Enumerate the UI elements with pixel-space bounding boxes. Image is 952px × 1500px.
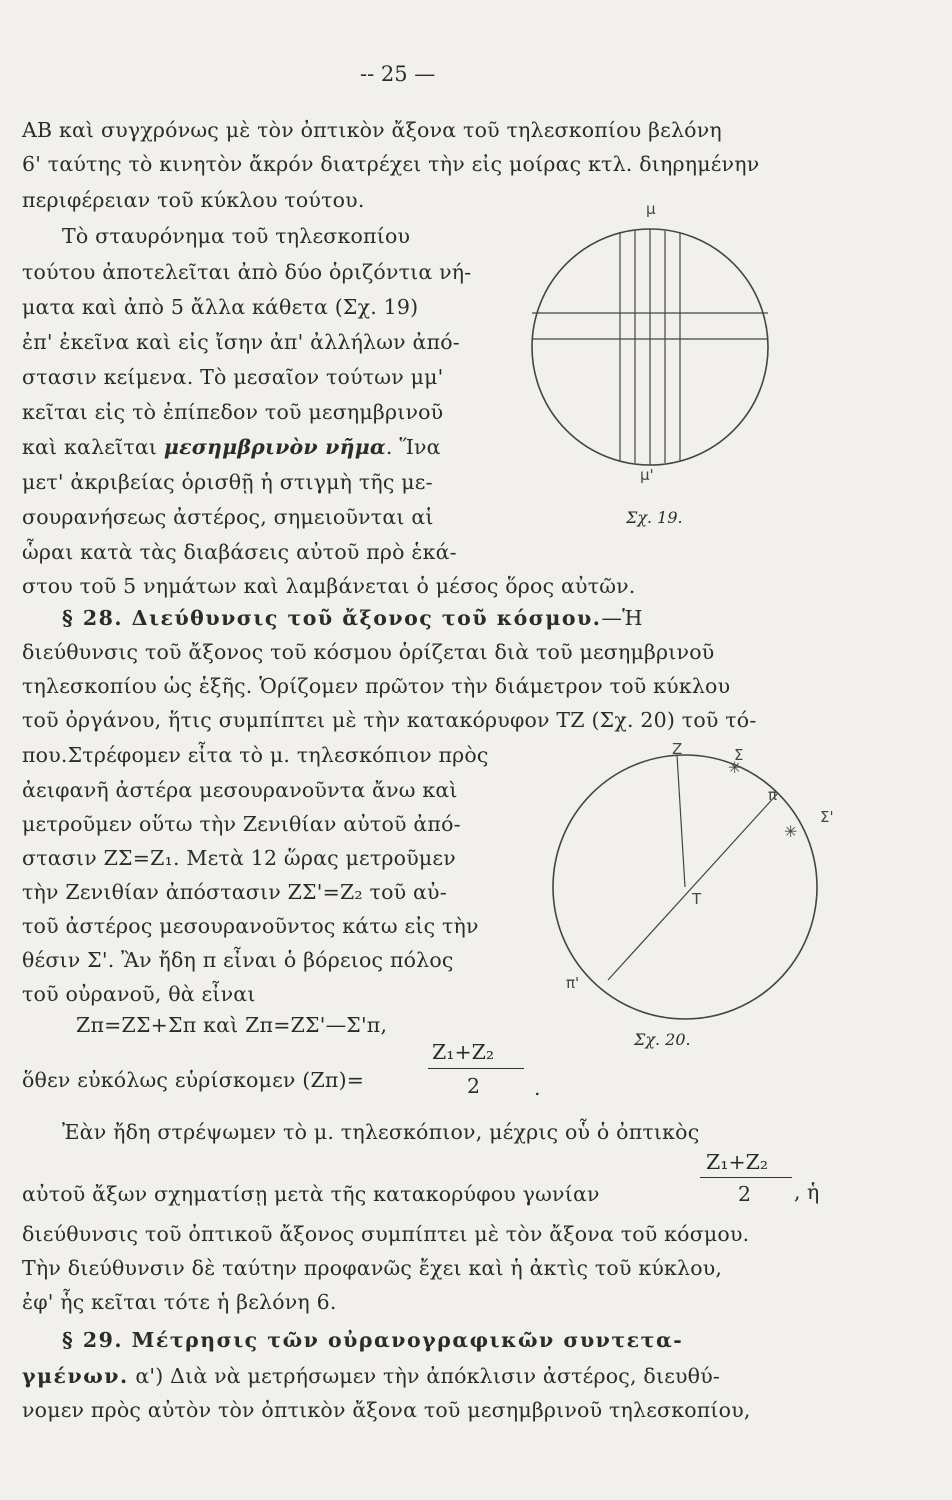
figure-19-caption: Σχ. 19. <box>626 508 683 527</box>
polar-axis <box>608 793 778 980</box>
text-line: στου τοῦ 5 νημάτων καὶ λαμβάνεται ὁ μέσος ὅρος αὐτῶν. <box>22 574 636 598</box>
text-run: , ἡ <box>794 1180 820 1204</box>
text-line: Ἐὰν ἤδη στρέψωμεν τὸ μ. τηλεσκόπιον, μέχρις οὗ ὁ ὀπτικὸς <box>62 1120 700 1144</box>
text-line: ἐπ' ἐκεῖνα καὶ εἰς ἴσην ἀπ' ἀλλήλων ἀπό- <box>22 330 460 354</box>
text-line: αὐτοῦ ἄξων σχηματίσῃ μετὰ τῆς κατακορύφου γωνίαν <box>22 1182 600 1206</box>
label-T: Τ <box>692 890 702 908</box>
text-line: που.Στρέφομεν εἶτα τὸ μ. τηλεσκόπιον πρὸς <box>22 743 489 767</box>
label-Z: Ζ <box>672 740 683 758</box>
fraction-numerator: Ζ₁+Ζ₂ <box>706 1150 769 1174</box>
text-line: ὅθεν εὐκόλως εὑρίσκομεν (Ζπ)= <box>22 1068 365 1092</box>
text-line: στασιν κείμενα. Τὸ μεσαῖον τούτων μμ' <box>22 365 444 389</box>
text-line: ὧραι κατὰ τὰς διαβάσεις αὐτοῦ πρὸ ἑκά- <box>22 540 457 564</box>
text-line: τὴν Ζενιθίαν ἀπόστασιν ΖΣ'=Ζ₂ τοῦ αὐ- <box>22 880 447 904</box>
text-line <box>22 435 441 459</box>
label-mu-prime: μ' <box>640 466 654 484</box>
text-line: περιφέρειαν τοῦ κύκλου τούτου. <box>22 188 365 212</box>
text-line: μετ' ἀκριβείας ὁρισθῇ ἡ στιγμὴ τῆς με- <box>22 470 433 494</box>
fraction-denominator: 2 <box>738 1182 752 1206</box>
fraction-denominator: 2 <box>467 1074 481 1098</box>
text-run: —Ἡ <box>601 606 643 630</box>
text-line: 6' ταύτης τὸ κινητὸν ἄκρόν διατρέχει τὴν εἰς μοίρας κτλ. διηρημένην <box>22 152 760 176</box>
section-29-heading-end: γμένων. <box>22 1364 129 1388</box>
text-run: . <box>534 1076 541 1100</box>
term-meridian-thread: μεσημβρινὸν νῆμα <box>163 435 386 459</box>
fraction-bar <box>428 1068 524 1069</box>
section-28-heading-line <box>62 606 643 630</box>
page-number: -- 25 — <box>360 62 436 86</box>
star-sigma-prime-mark: ✳ <box>784 822 798 841</box>
fraction-numerator: Ζ₁+Ζ₂ <box>432 1040 495 1064</box>
section-29-heading <box>62 1328 683 1352</box>
text-run: α') Διὰ νὰ μετρήσωμεν τὴν ἀπόκλισιν ἀστέρος, διευθύ- <box>128 1364 721 1388</box>
label-pi: π <box>768 786 778 804</box>
star-sigma-mark: ✳ <box>728 758 742 777</box>
text-line: ματα καὶ ἀπὸ 5 ἄλλα κάθετα (Σχ. 19) <box>22 295 419 319</box>
figure-20-caption: Σχ. 20. <box>634 1030 691 1049</box>
text-run: . Ἵνα <box>385 435 441 459</box>
figure-19-reticle <box>520 205 790 495</box>
label-sigma-prime: Σ' <box>820 808 834 826</box>
text-line: νομεν πρὸς αὐτὸν τὸν ὀπτικὸν ἄξονα τοῦ μεσημβρινοῦ τηλεσκοπίου, <box>22 1398 751 1422</box>
fraction-bar <box>700 1177 792 1178</box>
text-line: Τὴν διεύθυνσιν δὲ ταύτην προφανῶς ἔχει καὶ ἡ ἀκτὶς τοῦ κύκλου, <box>22 1256 723 1280</box>
text-line: τοῦ ἀστέρος μεσουρανοῦντος κάτω εἰς τὴν <box>22 914 479 938</box>
text-line: διεύθυνσις τοῦ ἄξονος τοῦ κόσμου ὁρίζεται διὰ τοῦ μεσημβρινοῦ <box>22 640 715 664</box>
text-line: Τὸ σταυρόνημα τοῦ τηλεσκοπίου <box>62 224 411 248</box>
text-line: τοῦ ὀργάνου, ἥτις συμπίπτει μὲ τὴν κατακόρυφον ΤΖ (Σχ. 20) τοῦ τό- <box>22 708 757 732</box>
figure-20-diagram <box>540 735 840 1025</box>
text-line: AB καὶ συγχρόνως μὲ τὸν ὀπτικὸν ἄξονα τοῦ τηλεσκοπίου βελόνη <box>22 118 722 142</box>
text-line: τηλεσκοπίου ὡς ἑξῆς. Ὁρίζομεν πρῶτον τὴν διάμετρον τοῦ κύκλου <box>22 674 731 698</box>
text-line: στασιν ΖΣ=Ζ₁. Μετὰ 12 ὥρας μετροῦμεν <box>22 846 456 870</box>
section-29-heading-text: § 29. Μέτρησις τῶν οὐρανογραφικῶν συντετα- <box>62 1328 684 1352</box>
text-line: θέσιν Σ'. Ἂν ἤδη π εἶναι ὁ βόρειος πόλος <box>22 948 454 972</box>
text-line: τοῦ οὐρανοῦ, θὰ εἶναι <box>22 982 256 1006</box>
text-line: σουρανήσεως ἀστέρος, σημειοῦνται αἱ <box>22 505 434 529</box>
label-sigma: Σ <box>734 746 744 764</box>
text-run: καὶ καλεῖται <box>22 435 164 459</box>
text-line: ἀειφανῆ ἀστέρα μεσουρανοῦντα ἄνω καὶ <box>22 778 458 802</box>
section-28-heading: § 28. Διεύθυνσις τοῦ ἄξονος τοῦ κόσμου. <box>62 606 602 630</box>
text-line: τούτου ἀποτελεῖται ἀπὸ δύο ὁριζόντια νή- <box>22 260 472 284</box>
equation-line: Ζπ=ΖΣ+Σπ καὶ Ζπ=ΖΣ'—Σ'π, <box>76 1013 388 1037</box>
text-line: κεῖται εἰς τὸ ἐπίπεδον τοῦ μεσημβρινοῦ <box>22 400 444 424</box>
text-line: ἐφ' ἧς κεῖται τότε ἡ βελόνη 6. <box>22 1290 337 1314</box>
label-pi-prime: π' <box>566 974 580 992</box>
text-line <box>22 1364 720 1388</box>
vertical-ZT <box>677 755 685 887</box>
text-line: μετροῦμεν οὕτω τὴν Ζενιθίαν αὐτοῦ ἀπό- <box>22 812 461 836</box>
label-mu: μ <box>646 200 656 218</box>
text-line: διεύθυνσις τοῦ ὀπτικοῦ ἄξονος συμπίπτει μὲ τὸν ἄξονα τοῦ κόσμου. <box>22 1222 750 1246</box>
